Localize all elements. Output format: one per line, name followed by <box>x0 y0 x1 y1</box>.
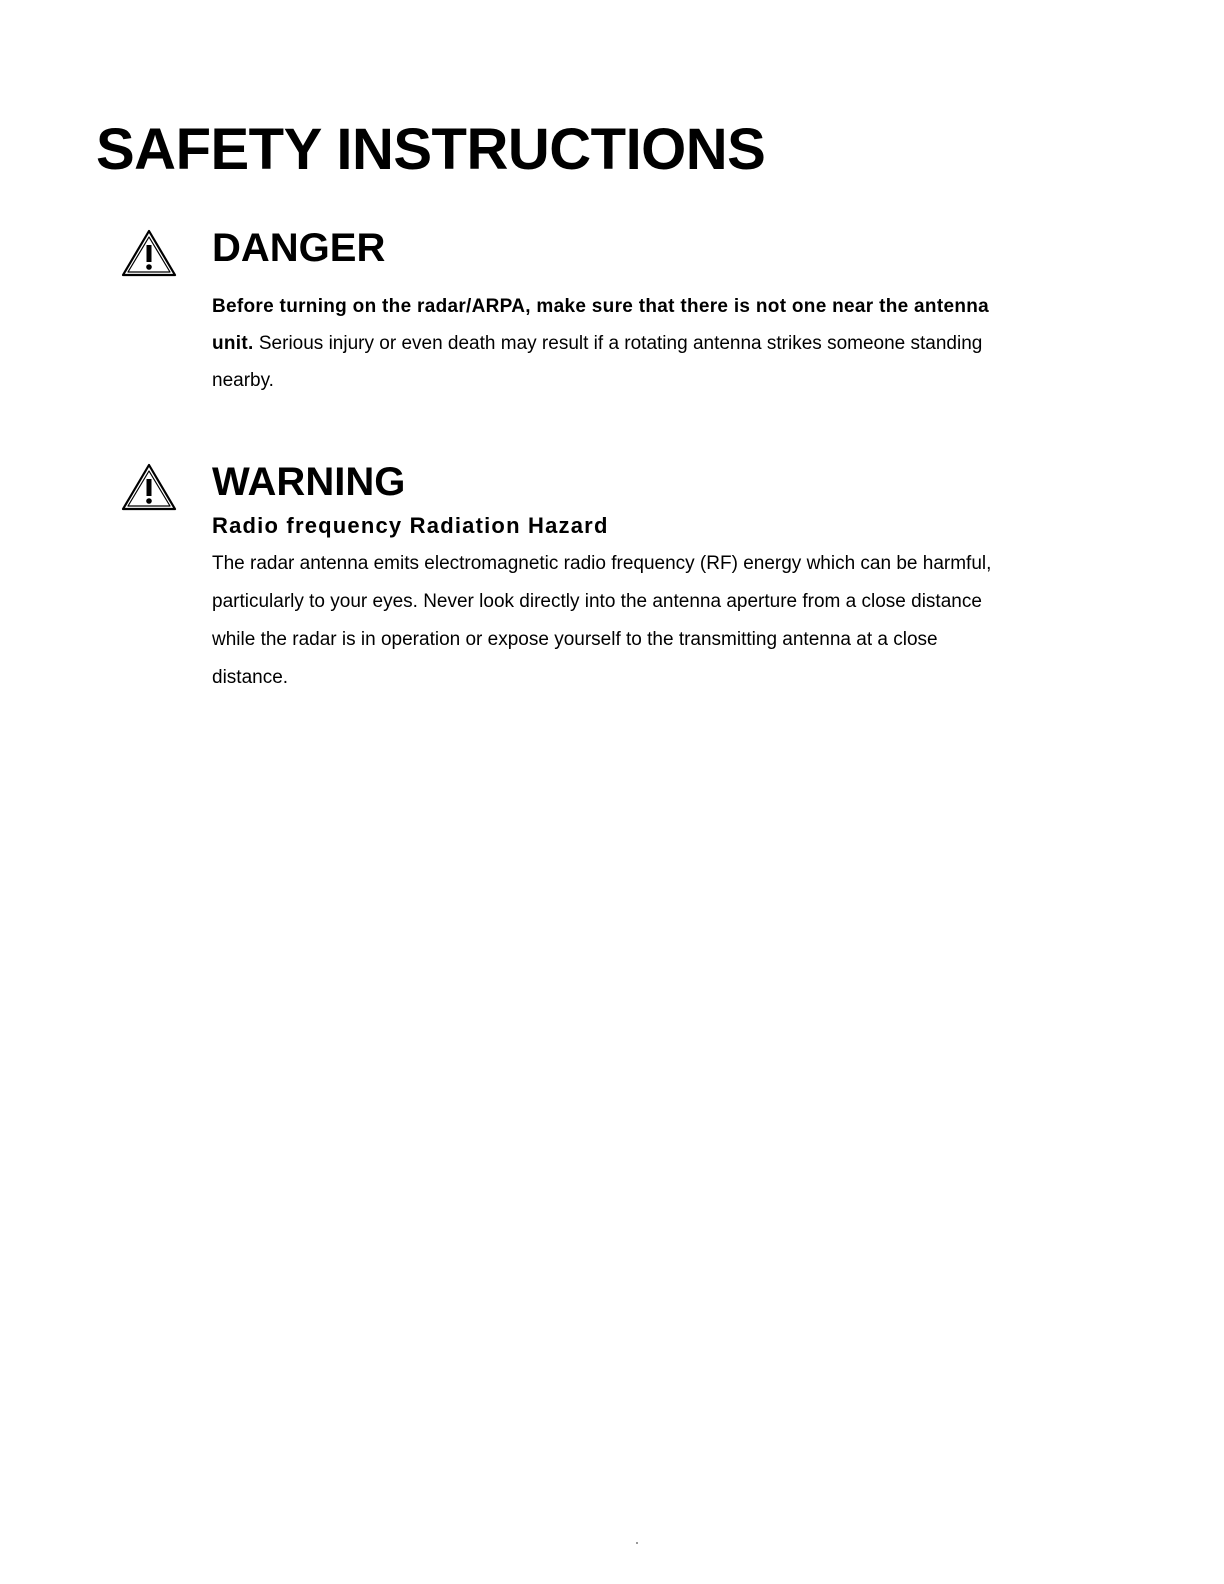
warning-triangle-icon <box>120 462 178 512</box>
warning-triangle-icon <box>120 228 178 278</box>
warning-subheading: Radio frequency Radiation Hazard <box>212 513 609 538</box>
danger-bold-lead: Before turning on the radar/ARPA, make sure that there is not one near the antenna unit. <box>212 296 989 354</box>
danger-section <box>120 224 1020 399</box>
danger-body <box>212 288 1012 399</box>
warning-heading: WARNING <box>212 460 406 504</box>
danger-text <box>212 288 1012 399</box>
danger-detail: Serious injury or even death may result if a rotating antenna strikes someone standing nearby. <box>212 333 983 391</box>
warning-heading-row <box>120 458 1020 512</box>
warning-text: The radar antenna emits electromagnetic radio frequency (RF) energy which can be harmful, particularly to your eyes. Never look directly into the antenna aperture from a close distance while the radar is in operation or expose yourself to the transmitting antenna at a close distance. <box>212 552 992 688</box>
page-title: SAFETY INSTRUCTIONS <box>96 117 766 182</box>
danger-heading-row <box>120 224 1020 278</box>
warning-section <box>120 458 1020 697</box>
scan-speck <box>636 1542 638 1544</box>
danger-heading: DANGER <box>212 226 386 270</box>
warning-body <box>212 512 1012 697</box>
